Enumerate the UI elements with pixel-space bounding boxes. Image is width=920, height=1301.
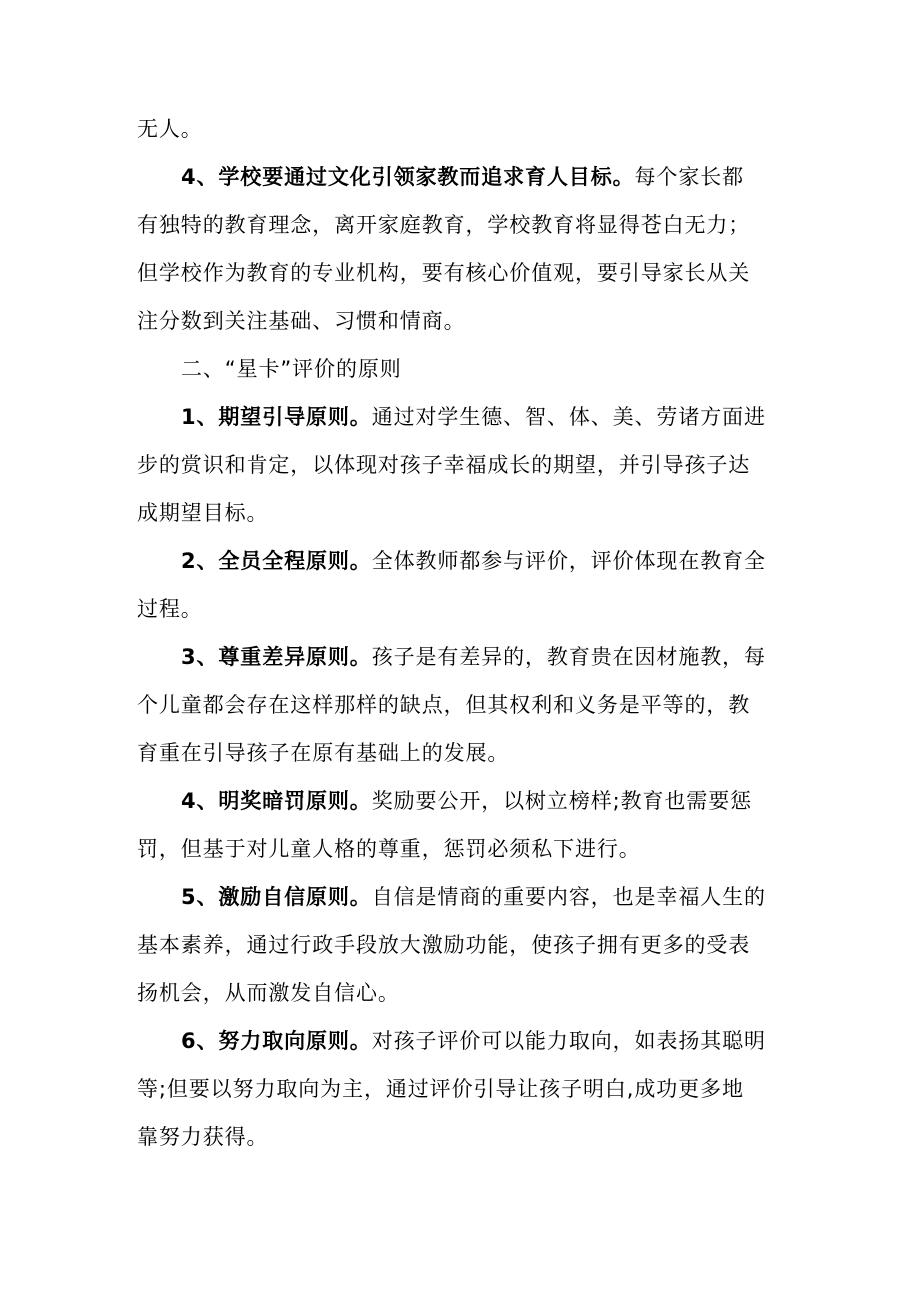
paragraph-lead-title: 2、全员全程原则。 bbox=[181, 549, 372, 573]
paragraph-line: 扬机会，从而激发自信心。 bbox=[137, 981, 400, 1005]
paragraph-school-culture bbox=[137, 153, 791, 345]
paragraph-line: 基本素养，通过行政手段放大激励功能，使孩子拥有更多的受表 bbox=[137, 933, 751, 957]
paragraph-line: 奖励要公开，以树立榜样;教育也需要惩 bbox=[371, 789, 752, 813]
paragraph-line: 对孩子评价可以能力取向，如表扬其聪明 bbox=[371, 1029, 766, 1053]
paragraph-line: 等;但要以努力取向为主，通过评价引导让孩子明白,成功更多地 bbox=[137, 1077, 744, 1101]
paragraph-first-line bbox=[137, 537, 791, 585]
paragraph-line: 有独特的教育理念，离开家庭教育，学校教育将显得苍白无力； bbox=[137, 213, 751, 237]
paragraph-line: 罚，但基于对儿童人格的尊重，惩罚必须私下进行。 bbox=[137, 837, 641, 861]
paragraph-first-line bbox=[137, 633, 791, 681]
paragraph-first-line bbox=[137, 393, 791, 441]
paragraph-principle-2 bbox=[137, 537, 791, 633]
section-heading-text: 二、“星卡”评价的原则 bbox=[181, 357, 402, 381]
paragraph-lead-title: 4、明奖暗罚原则。 bbox=[181, 789, 372, 813]
paragraph-lead-title: 5、激励自信原则。 bbox=[181, 885, 372, 909]
paragraph-lead-title: 6、努力取向原则。 bbox=[181, 1029, 372, 1053]
document-body bbox=[137, 105, 791, 1161]
paragraph-line: 每个家长都 bbox=[634, 165, 745, 189]
paragraph-first-line bbox=[137, 1017, 791, 1065]
paragraph-principle-3 bbox=[137, 633, 791, 777]
paragraph-line: 注分数到关注基础、习惯和情商。 bbox=[137, 309, 466, 333]
paragraph-first-line bbox=[137, 777, 791, 825]
section-heading bbox=[137, 345, 791, 393]
paragraph-line: 过程。 bbox=[137, 597, 203, 621]
paragraph-principle-4 bbox=[137, 777, 791, 873]
paragraph-line: 全体教师都参与评价，评价体现在教育全 bbox=[371, 549, 766, 573]
paragraph-lead-title: 3、尊重差异原则。 bbox=[181, 645, 372, 669]
paragraph-first-line bbox=[137, 153, 791, 201]
paragraph-line: 个儿童都会存在这样那样的缺点，但其权利和义务是平等的，教 bbox=[137, 693, 751, 717]
paragraph-lead-title: 1、期望引导原则。 bbox=[181, 405, 372, 429]
paragraph-line: 但学校作为教育的专业机构，要有核心价值观，要引导家长从关 bbox=[137, 261, 751, 285]
paragraph-line: 自信是情商的重要内容，也是幸福人生的 bbox=[371, 885, 766, 909]
paragraph-line: 通过对学生德、智、体、美、劳诸方面进 bbox=[371, 405, 766, 429]
paragraph-lead-title: 4、学校要通过文化引领家教而追求育人目标。 bbox=[181, 165, 635, 189]
paragraph-line: 步的赏识和肯定，以体现对孩子幸福成长的期望，并引导孩子达 bbox=[137, 453, 751, 477]
paragraph-line: 无人。 bbox=[137, 117, 203, 141]
paragraph-continuation bbox=[137, 105, 791, 153]
paragraph-principle-5 bbox=[137, 873, 791, 1017]
paragraph-line: 育重在引导孩子在原有基础上的发展。 bbox=[137, 741, 510, 765]
paragraph-line: 孩子是有差异的，教育贵在因材施教，每 bbox=[371, 645, 766, 669]
paragraph-principle-1 bbox=[137, 393, 791, 537]
paragraph-line: 靠努力获得。 bbox=[137, 1125, 269, 1149]
paragraph-first-line bbox=[137, 873, 791, 921]
paragraph-line: 成期望目标。 bbox=[137, 501, 269, 525]
paragraph-principle-6 bbox=[137, 1017, 791, 1161]
